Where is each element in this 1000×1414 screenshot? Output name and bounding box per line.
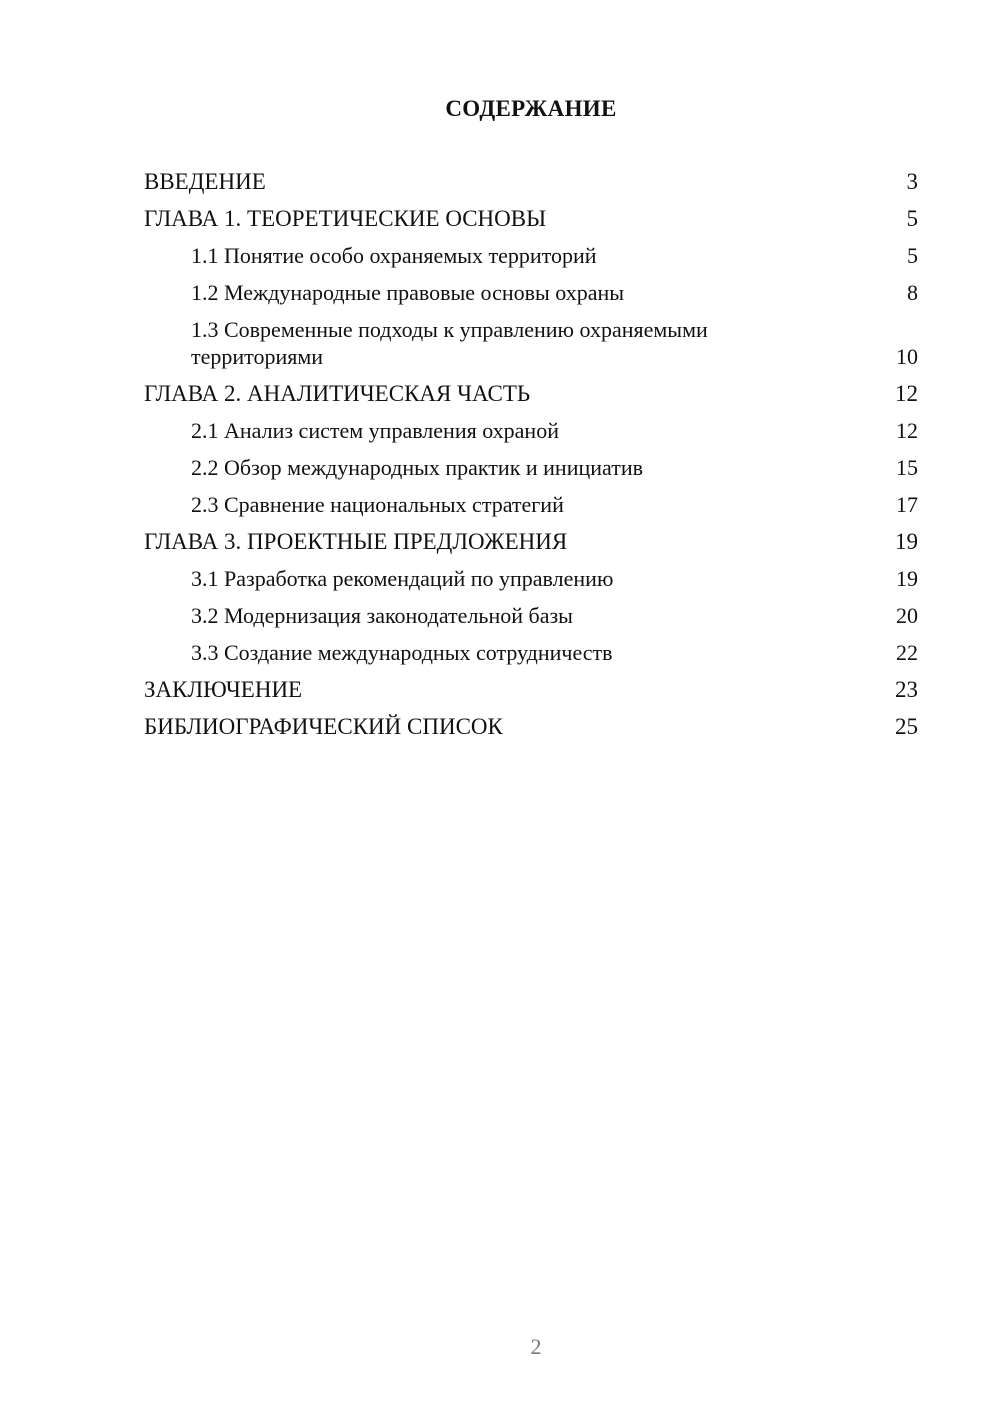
toc-entry-page: 12 — [895, 381, 918, 406]
toc-entry-section-3-1 — [144, 565, 918, 592]
toc-entry-page: 17 — [896, 492, 918, 517]
toc-entry-section-3-3 — [144, 639, 918, 666]
toc-entry-introduction — [144, 168, 918, 195]
toc-entry-label: ВВЕДЕНИЕ — [144, 169, 266, 194]
page-number: 2 — [530, 1334, 542, 1359]
toc-entry-label: 3.3 Создание международных сотрудничеств — [191, 640, 613, 665]
toc-entry-label: 1.2 Международные правовые основы охраны — [191, 280, 625, 305]
toc-entry-section-1-3 — [144, 316, 918, 370]
toc-entry-page: 23 — [895, 677, 918, 702]
toc-entry-section-2-3 — [144, 491, 918, 518]
toc-entry-section-2-1 — [144, 417, 918, 444]
toc-entry-conclusion — [144, 676, 918, 703]
toc-entry-chapter-1 — [144, 205, 918, 232]
toc-entry-label: 1.3 Современные подходы к управлению охраняемыми территориями — [191, 317, 708, 369]
toc-entry-page: 22 — [896, 640, 918, 665]
toc-entry-page: 10 — [896, 344, 918, 369]
toc-entry-label: 3.2 Модернизация законодательной базы — [191, 603, 573, 628]
toc-entry-label: ЗАКЛЮЧЕНИЕ — [144, 677, 303, 702]
toc-entry-label: ГЛАВА 1. ТЕОРЕТИЧЕСКИЕ ОСНОВЫ — [144, 206, 547, 231]
toc-entry-page: 19 — [896, 566, 918, 591]
toc-entry-page: 5 — [907, 243, 918, 268]
toc-entry-page: 5 — [906, 206, 918, 231]
toc-entry-page: 3 — [906, 169, 918, 194]
toc-entry-section-3-2 — [144, 602, 918, 629]
toc-entry-label: ГЛАВА 2. АНАЛИТИЧЕСКАЯ ЧАСТЬ — [144, 381, 531, 406]
toc-entry-chapter-2 — [144, 380, 918, 407]
table-of-contents — [144, 168, 918, 750]
toc-entry-section-1-2 — [144, 279, 918, 306]
toc-entry-section-2-2 — [144, 454, 918, 481]
toc-entry-page: 8 — [907, 280, 918, 305]
toc-entry-label: БИБЛИОГРАФИЧЕСКИЙ СПИСОК — [144, 714, 503, 739]
toc-entry-label: 2.1 Анализ систем управления охраной — [191, 418, 559, 443]
toc-entry-label: 2.3 Сравнение национальных стратегий — [191, 492, 564, 517]
page-title: СОДЕРЖАНИЕ — [445, 96, 617, 121]
toc-entry-label: 1.1 Понятие особо охраняемых территорий — [191, 243, 597, 268]
toc-entry-page: 12 — [896, 418, 918, 443]
toc-entry-bibliography — [144, 713, 918, 740]
toc-entry-page: 19 — [895, 529, 918, 554]
toc-entry-label: 2.2 Обзор международных практик и инициатив — [191, 455, 643, 480]
toc-entry-section-1-1 — [144, 242, 918, 269]
toc-entry-page: 25 — [895, 714, 918, 739]
toc-entry-chapter-3 — [144, 528, 918, 555]
toc-entry-label: ГЛАВА 3. ПРОЕКТНЫЕ ПРЕДЛОЖЕНИЯ — [144, 529, 568, 554]
toc-entry-page: 15 — [896, 455, 918, 480]
toc-entry-page: 20 — [896, 603, 918, 628]
toc-entry-label: 3.1 Разработка рекомендаций по управлению — [191, 566, 614, 591]
